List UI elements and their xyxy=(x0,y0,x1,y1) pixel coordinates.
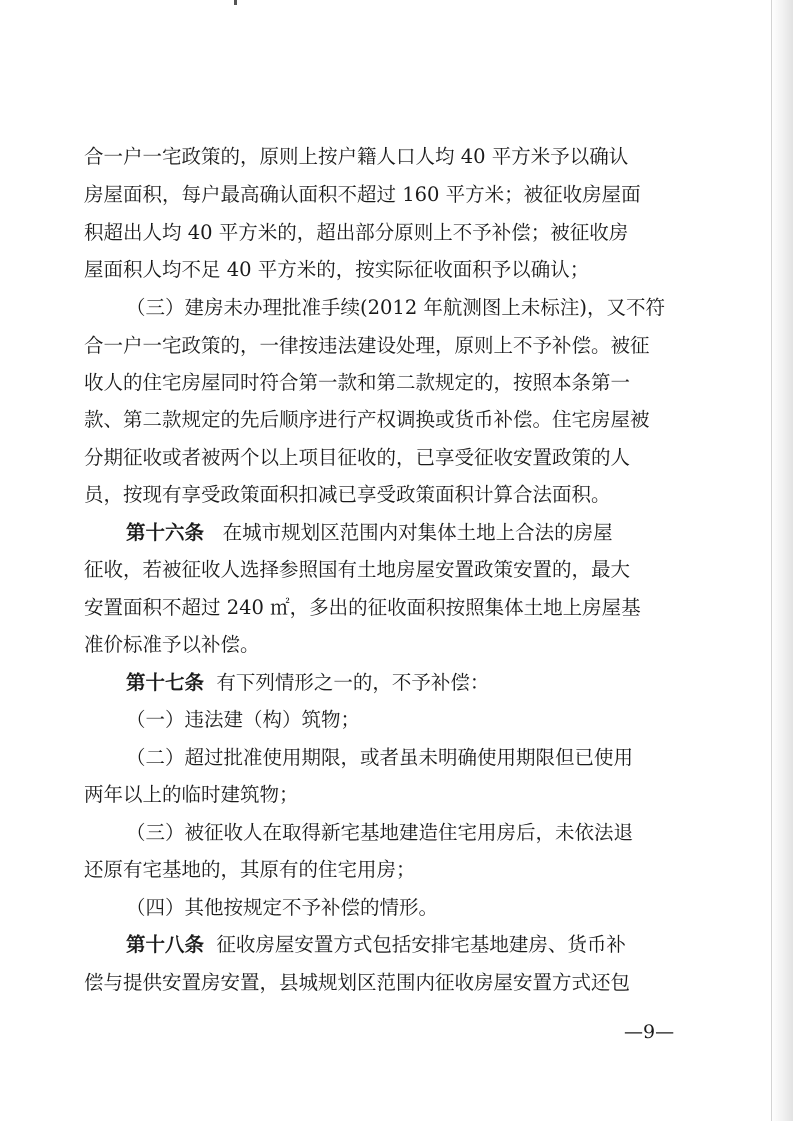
article-18-heading: 第十八条 xyxy=(126,933,205,956)
article-17-line xyxy=(126,668,489,698)
text-line: 合一户一宅政策的，原则上按户籍人口人均 40 平方米予以确认 xyxy=(84,145,629,168)
text-line: 屋面积人均不足 40 平方米的，按实际征收面积予以确认； xyxy=(84,258,590,281)
text-line: 征收房屋安置方式包括安排宅基地建房、货币补 xyxy=(216,933,626,956)
article-17-heading: 第十七条 xyxy=(126,671,205,694)
article-18-line xyxy=(126,930,626,960)
article-16-heading: 第十六条 xyxy=(126,521,205,544)
text-line: （四）其他按规定不予补偿的情形。 xyxy=(126,896,439,919)
text-line: 有下列情形之一的，不予补偿： xyxy=(216,671,490,694)
text-line: （一）违法建（构）筑物； xyxy=(126,708,361,731)
text-line: 积超出人均 40 平方米的，超出部分原则上不予补偿；被征收房 xyxy=(84,221,629,244)
text-line: 员，按现有享受政策面积扣减已享受政策面积计算合法面积。 xyxy=(84,483,611,506)
text-line: （二）超过批准使用期限，或者虽未明确使用期限但已使用 xyxy=(126,746,634,769)
text-line: 征收，若被征收人选择参照国有土地房屋安置政策安置的，最大 xyxy=(84,558,631,581)
text-line: 准价标准予以补偿。 xyxy=(84,633,260,656)
text-line: 两年以上的临时建筑物； xyxy=(84,783,299,806)
text-line: 合一户一宅政策的，一律按违法建设处理，原则上不予补偿。被征 xyxy=(84,334,650,357)
article-16-line xyxy=(126,518,613,548)
text-line: 在城市规划区范围内对集体土地上合法的房屋 xyxy=(222,521,613,544)
text-line: （三）建房未办理批准手续(2012 年航测图上未标注)，又不符 xyxy=(126,296,666,319)
text-line: 收人的住宅房屋同时符合第一款和第二款规定的，按照本条第一 xyxy=(84,371,631,394)
page-number: —9— xyxy=(624,1021,675,1043)
text-line: （三）被征收人在取得新宅基地建造住宅用房后，未依法退 xyxy=(126,821,634,844)
text-line: 房屋面积，每户最高确认面积不超过 160 平方米；被征收房屋面 xyxy=(84,183,641,206)
text-line: 偿与提供安置房安置，县城规划区范围内征收房屋安置方式还包 xyxy=(84,971,631,994)
text-line: 分期征收或者被两个以上项目征收的，已享受征收安置政策的人 xyxy=(84,446,631,469)
text-line: 还原有宅基地的，其原有的住宅用房； xyxy=(84,858,416,881)
text-line: 安置面积不超过 240 ㎡，多出的征收面积按照集体土地上房屋基 xyxy=(84,596,641,619)
text-line: 款、第二款规定的先后顺序进行产权调换或货币补偿。住宅房屋被 xyxy=(84,408,650,431)
